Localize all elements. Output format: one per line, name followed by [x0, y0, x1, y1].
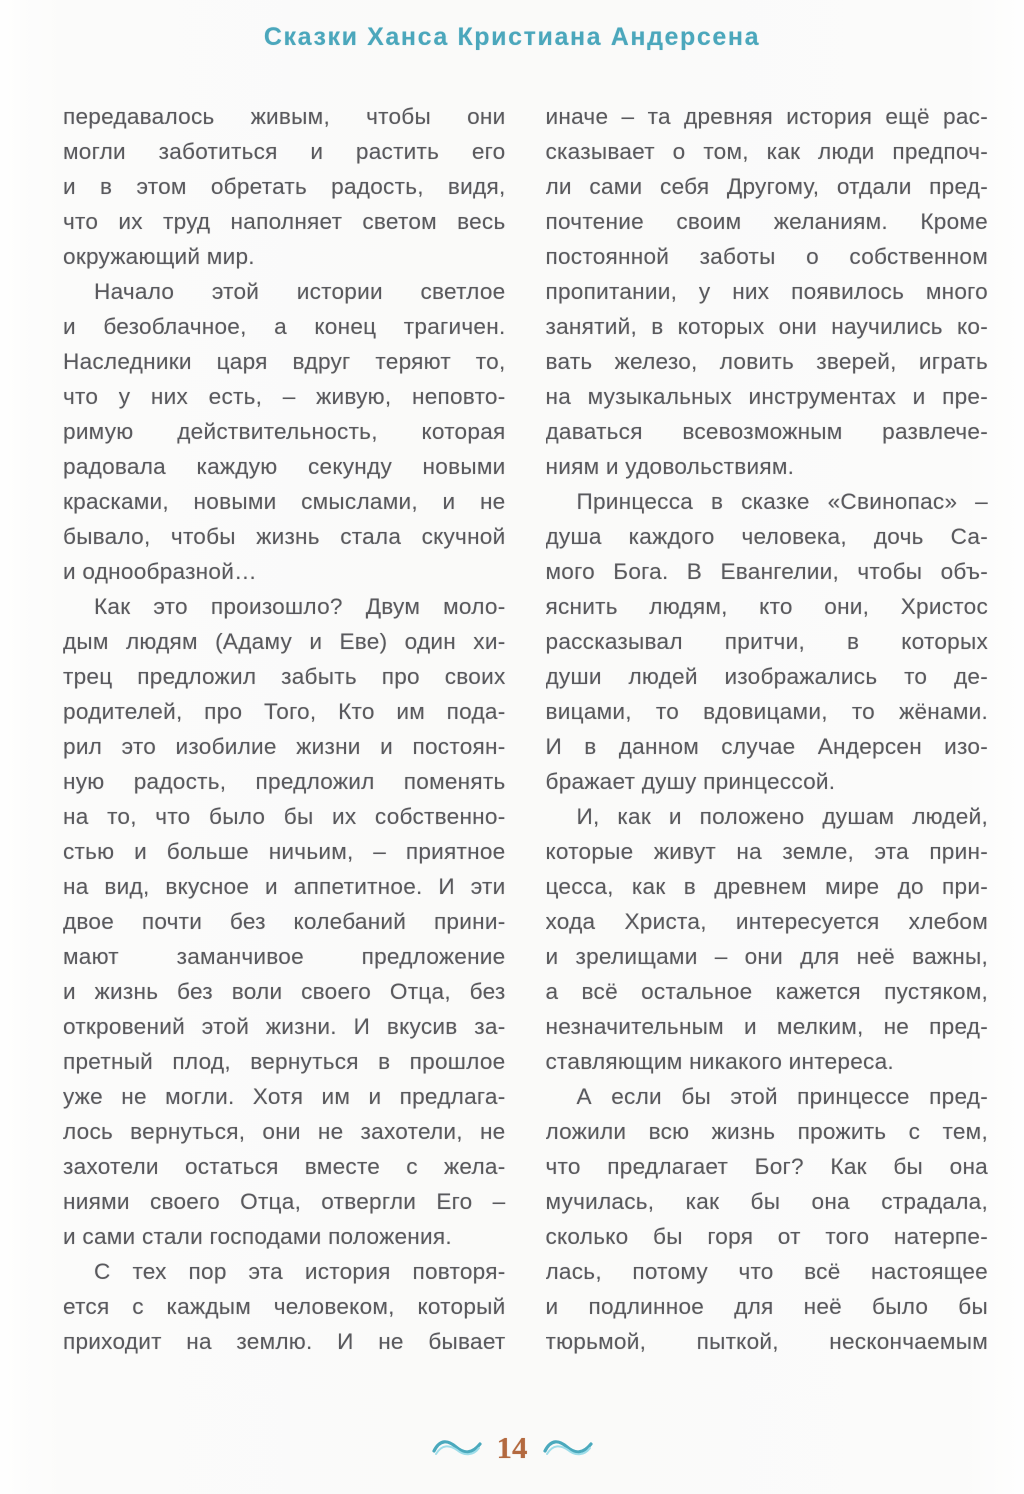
text-line: ли сами себя Другому, отдали пред- [545, 174, 988, 199]
text-line: что их труд наполняет светом весь [63, 209, 506, 234]
text-line: вать железо, ловить зверей, играть [545, 349, 988, 374]
running-header-title: Сказки Ханса Кристиана Андерсена [263, 23, 761, 51]
text-line: рил это изобилие жизни и постоян- [63, 734, 506, 759]
text-line: ниями своего Отца, отвергли Его – [63, 1189, 506, 1214]
text-line: души людей изображались то де- [545, 664, 988, 689]
text-line: почтение своим желаниям. Кроме [545, 209, 988, 234]
text-line: тюрьмой, пыткой, нескончаемым [545, 1329, 988, 1354]
text-line: хода Христа, интересуется хлебом [545, 909, 988, 934]
text-line: на музыкальных инструментах и пре- [545, 384, 988, 409]
text-line: ниям и удовольствиям. [545, 454, 795, 479]
text-line: Как это произошло? Двум моло- [94, 594, 506, 619]
text-line: Принцесса в сказке «Свинопас» – [576, 489, 988, 514]
text-line: и подлинное для неё было бы [545, 1294, 988, 1319]
text-line: мают заманчивое предложение [63, 944, 506, 969]
left-column [63, 99, 506, 1359]
text-line: И в данном случае Андерсен изо- [545, 734, 988, 759]
text-line: и сами стали господами положения. [63, 1224, 452, 1249]
text-line: уже не могли. Хотя им и предлага- [63, 1084, 506, 1109]
text-line: ставляющим никакого интереса. [545, 1049, 894, 1074]
text-line: что предлагает Бог? Как бы она [545, 1154, 988, 1179]
text-line: лось вернуться, они не захотели, не [63, 1119, 506, 1144]
text-line: захотели остаться вместе с жела- [63, 1154, 506, 1179]
text-line: и в этом обретать радость, видя, [63, 174, 506, 199]
text-line: даваться всевозможным развлече- [545, 419, 988, 444]
text-line: а всё остальное кажется пустяком, [545, 979, 988, 1004]
text-line: двое почти без колебаний прини- [63, 909, 506, 934]
text-line: Наследники царя вдруг теряют то, [63, 349, 506, 374]
wave-ornament-icon [543, 1437, 593, 1459]
page-number: 14 [496, 1430, 528, 1465]
text-line: иначе – та древняя история ещё рас- [545, 104, 988, 129]
text-line: рассказывал притчи, в которых [545, 629, 988, 654]
text-line: и жизнь без воли своего Отца, без [63, 979, 506, 1004]
text-line: стью и больше ничьим, – приятное [63, 839, 506, 864]
text-line: Начало этой истории светлое [94, 279, 506, 304]
text-line: родителей, про Того, Кто им пода- [63, 699, 506, 724]
text-line: дым людям (Адаму и Еве) один хи- [63, 629, 506, 654]
text-line: А если бы этой принцессе пред- [576, 1084, 988, 1109]
wave-ornament-icon [432, 1437, 482, 1459]
text-line: передавалось живым, чтобы они [63, 104, 506, 129]
text-line: что у них есть, – живую, неповто- [63, 384, 506, 409]
text-line: сколько бы горя от того натерпе- [545, 1224, 988, 1249]
page-footer [0, 1430, 1024, 1466]
text-line: цесса, как в древнем мире до при- [545, 874, 988, 899]
text-line: радовала каждую секунду новыми [63, 454, 506, 479]
text-line: на вид, вкусное и аппетитное. И эти [63, 874, 506, 899]
text-line: трец предложил забыть про своих [63, 664, 506, 689]
text-line: претный плод, вернуться в прошлое [63, 1049, 506, 1074]
text-line: мого Бога. В Евангелии, чтобы объ- [545, 559, 988, 584]
text-line: окружающий мир. [63, 244, 255, 269]
text-line: бывало, чтобы жизнь стала скучной [63, 524, 506, 549]
text-line: красками, новыми смыслами, и не [63, 489, 506, 514]
text-line: могли заботиться и растить его [63, 139, 506, 164]
text-line: римую действительность, которая [63, 419, 506, 444]
text-line: С тех пор эта история повторя- [94, 1259, 506, 1284]
text-columns [63, 99, 988, 1359]
text-line: которые живут на земле, эта прин- [545, 839, 988, 864]
text-line: лась, потому что всё настоящее [545, 1259, 988, 1284]
text-line: занятий, в которых они научились ко- [545, 314, 988, 339]
text-line: ную радость, предложил поменять [63, 769, 506, 794]
text-line: И, как и положено душам людей, [576, 804, 988, 829]
text-line: ется с каждым человеком, который [63, 1294, 506, 1319]
text-line: и безоблачное, а конец трагичен. [63, 314, 506, 339]
text-line: душа каждого человека, дочь Са- [545, 524, 988, 549]
text-line: откровений этой жизни. И вкусив за- [63, 1014, 506, 1039]
text-line: бражает душу принцессой. [545, 769, 836, 794]
text-line: и зрелищами – они для неё важны, [545, 944, 988, 969]
text-line: пропитании, у них появилось много [545, 279, 988, 304]
text-line: приходит на землю. И не бывает [63, 1329, 506, 1354]
text-line: мучилась, как бы она страдала, [545, 1189, 988, 1214]
text-line: постоянной заботы о собственном [545, 244, 988, 269]
text-line: незначительным и мелким, не пред- [545, 1014, 988, 1039]
right-column [546, 99, 989, 1359]
text-line: вицами, то вдовицами, то жёнами. [545, 699, 988, 724]
text-line: яснить людям, кто они, Христос [545, 594, 988, 619]
text-line: сказывает о том, как люди предпоч- [545, 139, 988, 164]
text-line: на то, что было бы их собственно- [63, 804, 506, 829]
text-line: и однообразной… [63, 559, 257, 584]
text-line: ложили всю жизнь прожить с тем, [545, 1119, 988, 1144]
